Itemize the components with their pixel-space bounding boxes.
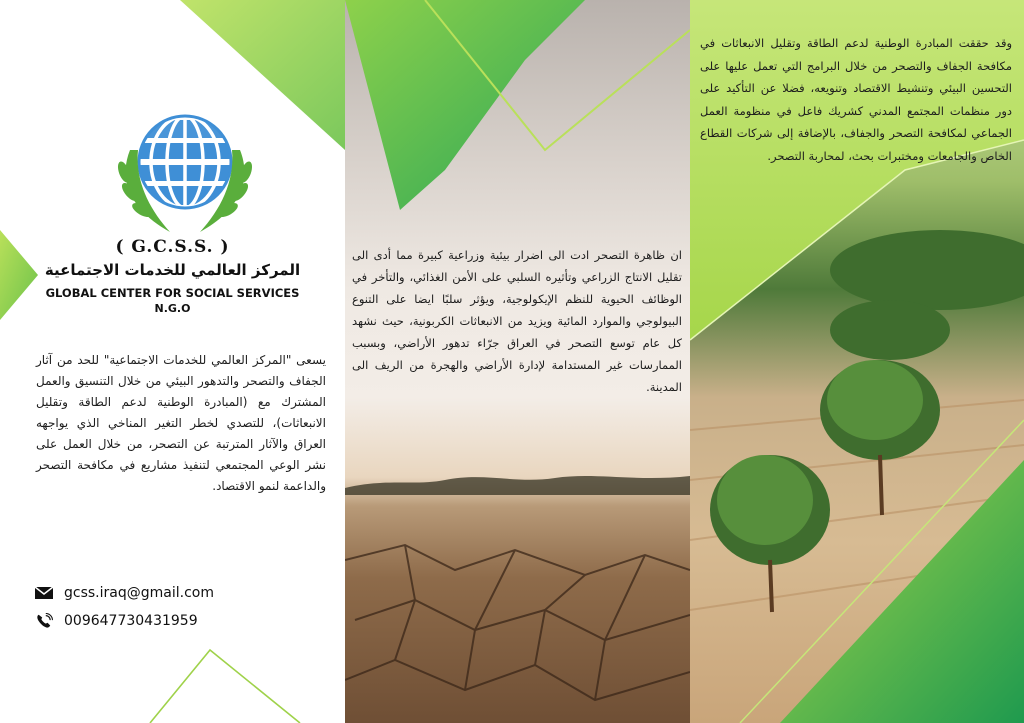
globe-laurel-icon [100,110,270,240]
envelope-icon [34,585,54,601]
org-name-english: GLOBAL CENTER FOR SOCIAL SERVICES [45,286,300,300]
phone-icon [34,613,54,629]
org-abbreviation: ( G.C.S.S. ) [115,237,230,257]
phone-text[interactable]: 009647730431959 [64,613,198,629]
middle-paragraph: ان ظاهرة التصحر ادت الى اضرار بيئية وزراعية كبيرة مما أدى الى تقليل الانتاج الزراعي وتأثيره السلبي على الأمن الغذائي، والتأخر في الوظائف الحيوية للنظم الإيكولوجية، ويؤثر سلبًا ايضا على التنوع البيولوجي والموارد المائية ويزيد من الانبعاثات الكربونية، حيث نشهد كل عام توسع التصحر في العراق جرّاء تدهور الأراضي، وبسبب الممارسات غير المستدامة لإدارة الأراضي والهجرة من الريف الى المدينة. [352,248,682,394]
logo [100,110,270,240]
contact-email[interactable] [34,585,214,601]
org-name-arabic: المركز العالمي للخدمات الاجتماعية [44,261,301,279]
contact-phone[interactable] [34,613,198,629]
email-text[interactable]: gcss.iraq@gmail.com [64,585,214,601]
org-type: N.G.O [154,302,191,315]
left-paragraph: يسعى "المركز العالمي للخدمات الاجتماعية" للحد من آثار الجفاف والتصحر والتدهور البيئي من خلال التنسيق والعمل المشترك مع (المبادرة الوطنية لدعم الطاقة وتقليل الانبعاثات)، للتصدي لخطر التغير المناخي الذي يواجهه العراق والآثار المترتبة عن التصحر، من خلال العمل على نشر الوعي المجتمعي لتنفيذ مشاريع في مكافحة التصحر والداعمة لنمو الاقتصاد. [36,353,326,493]
right-paragraph: وقد حققت المبادرة الوطنية لدعم الطاقة وتقليل الانبعاثات في مكافحة الجفاف والتصحر من خلال البرامج التي تعمل عليها على التحسين البيئي وتنشيط الاقتصاد وتنويعه، فضلا عن التأكيد على دور منظمات المجتمع المدني كشريك فاعل في منظومة العمل الجماعي لمكافحة التصحر والجفاف، بالإضافة إلى شركات القطاع الخاص والجامعات ومختبرات بحث، لمحاربة التصحر. [700,36,1012,163]
